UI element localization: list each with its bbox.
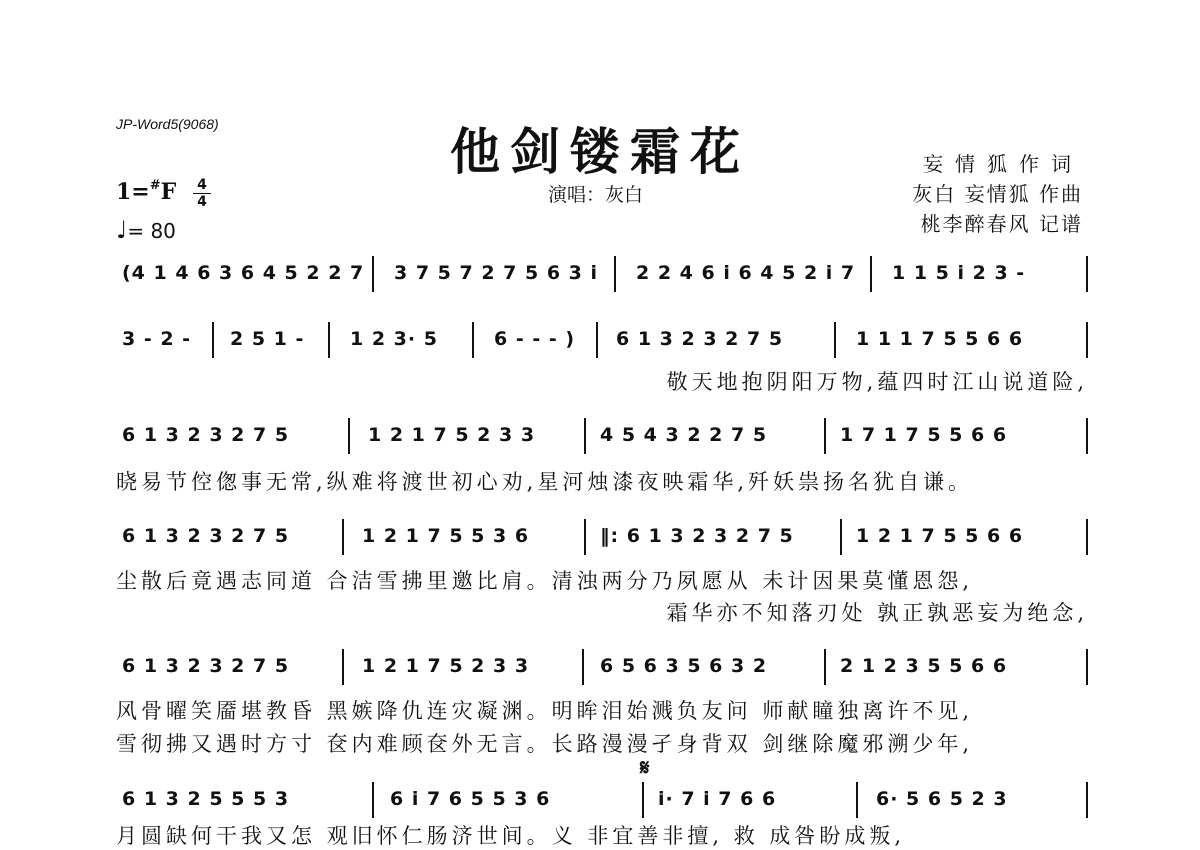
measure: 1 2 1 7 5 5 3 6 [362, 525, 530, 547]
measure: 6 1 3 2 3 2 7 5 [616, 328, 784, 350]
barline [472, 322, 474, 358]
lyricist-credit: 妄情狐作词 [923, 152, 1083, 176]
barline [856, 782, 858, 818]
measure: 1 1 1 7 5 5 6 6 [856, 328, 1024, 350]
measure: 1 7 1 7 5 5 6 6 [840, 424, 1008, 446]
transcriber-credit: 桃李醉春风 记谱 [920, 212, 1083, 236]
barline [212, 322, 214, 358]
measure: 2 2 4 6 i 6 4 5 2 i 7 [636, 262, 856, 284]
barline [328, 322, 330, 358]
barline [596, 322, 598, 358]
measure: 2 1 2 3 5 5 6 6 [840, 655, 1008, 677]
measure: 6· 5 6 5 2 3 [876, 788, 1008, 810]
barline [1086, 418, 1088, 454]
key-note: F [160, 179, 177, 205]
measure: ‖: 6 1 3 2 3 2 7 5 [600, 525, 794, 547]
measure: 3 7 5 7 2 7 5 6 3 i [394, 262, 599, 284]
lyric-line: 尘散后竟遇志同道 合洁雪拂里邀比肩。清浊两分乃夙愿从 未计因果莫懂恩怨, [116, 569, 974, 593]
time-bottom: 4 [197, 194, 207, 210]
measure: 6 1 3 2 3 2 7 5 [122, 424, 290, 446]
barline [824, 649, 826, 685]
key-signature [116, 178, 176, 205]
lyric-line: 风骨曜笑靥堪教昏 黑嫉降仇连灾凝渊。明眸泪始溅负友问 师献瞳独离许不见, [116, 699, 974, 723]
staff-line [116, 424, 1090, 454]
composer-credit: 灰白 妄情狐 作曲 [912, 182, 1083, 206]
measure: 6 i 7 6 5 5 3 6 [390, 788, 551, 810]
barline [614, 256, 616, 292]
measure: 1 2 1 7 5 2 3 3 [368, 424, 536, 446]
time-top: 4 [197, 177, 207, 193]
barline [824, 418, 826, 454]
barline [348, 418, 350, 454]
quarter-note-icon: ♩ [116, 216, 128, 244]
barline [342, 649, 344, 685]
staff-line [116, 328, 1090, 358]
measure: 1 2 1 7 5 5 6 6 [856, 525, 1024, 547]
barline [582, 649, 584, 685]
segno-icon: 𝄋 [640, 756, 650, 781]
barline [1086, 256, 1088, 292]
barline [584, 418, 586, 454]
lyric-line: 晓易节倥偬事无常,纵难将渡世初心劝,星河烛漆夜映霜华,歼妖祟扬名犹自谦。 [116, 470, 974, 494]
staff-line [116, 262, 1090, 292]
barline [834, 322, 836, 358]
barline [1086, 519, 1088, 555]
staff-line [116, 525, 1090, 555]
staff-line [116, 655, 1090, 685]
lyric-line: 雪彻拂又遇时方寸 奁内难顾奁外无言。长路漫漫孑身背双 剑继除魔邪溯少年, [116, 732, 974, 756]
measure: 1 1 5 i 2 3 - [892, 262, 1026, 284]
barline [840, 519, 842, 555]
measure: 6 - - - ) [494, 328, 576, 350]
measure: 4 5 4 3 2 2 7 5 [600, 424, 768, 446]
measure: (4 1 4 6 3 6 4 5 2 2 7 [122, 262, 365, 284]
tempo-marking [116, 216, 176, 244]
singer-credit: 演唱：灰白 [548, 184, 644, 206]
barline [642, 782, 644, 818]
staff-line [116, 788, 1090, 818]
measure: 6 1 3 2 3 2 7 5 [122, 525, 290, 547]
tempo-value: = 80 [127, 219, 176, 243]
lyric-line: 月圆缺何干我又怎 观旧怀仁肠济世间。义 非宜善非擅, 救 成咎盼成叛, [116, 824, 906, 848]
barline [1086, 322, 1088, 358]
source-label: JP-Word5(9068) [116, 116, 219, 132]
measure: 6 5 6 3 5 6 3 2 [600, 655, 768, 677]
barline [372, 782, 374, 818]
lyric-line: 霜华亦不知落刃处 孰正孰恶妄为绝念, [666, 601, 1088, 625]
barline [870, 256, 872, 292]
barline [1086, 649, 1088, 685]
sharp-icon: # [149, 178, 161, 193]
key-prefix: 1= [116, 179, 150, 205]
barline [372, 256, 374, 292]
barline [1086, 782, 1088, 818]
measure: 6 1 3 2 5 5 5 3 [122, 788, 290, 810]
lyric-line: 敬天地抱阴阳万物,蕴四时江山说道险, [666, 370, 1088, 394]
page-title: 他剑镂霜花 [450, 122, 750, 181]
time-signature [193, 178, 211, 209]
barline [584, 519, 586, 555]
measure: 6 1 3 2 3 2 7 5 [122, 655, 290, 677]
measure: 1 2 1 7 5 2 3 3 [362, 655, 530, 677]
barline [342, 519, 344, 555]
measure: 2 5 1 - [230, 328, 305, 350]
measure: 1 2 3· 5 [350, 328, 438, 350]
measure: 3 - 2 - [122, 328, 192, 350]
measure: i· 7 i 7 6 6 [658, 788, 777, 810]
